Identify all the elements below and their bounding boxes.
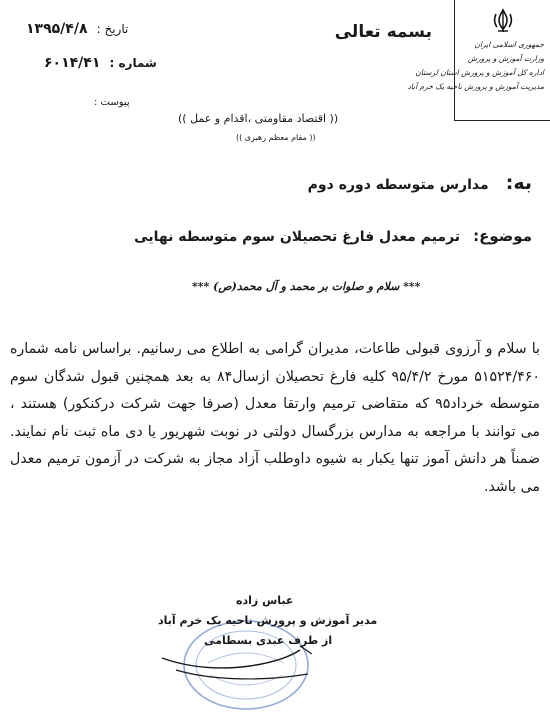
letterhead-emblem-block (407, 0, 550, 121)
subject-value: ترمیم معدل فارغ تحصیلان سوم متوسطه نهایی (134, 229, 461, 245)
subject-label: موضوع: (473, 227, 532, 245)
iran-emblem-icon (491, 8, 515, 34)
letter-body: با سلام و آرزوی قبولی طاعات، مدیران گرامی به اطلاع می رسانیم. براساس نامه شماره ۵۱۵۲۴/۴۶۰ مورخ ۹۵/۴/۲ کلیه فارغ تحصیلان ازسال۸۴ به بعد همچنین قبول شدگان سوم متوسطه خرداد۹۵ که متقاضی ترمیم وارتقا معدل (صرفا جهت شرکت درکنکور) هستند ، می توانند با مراجعه به مدارس بزرگسال دولتی در نوبت شهریور یا دی ماه ثبت نام نمایند. ضمناً هر دانش آموز تنها یکبار به شیوه داوطلب آزاد مجاز به شرکت در آزمون ترمیم معدل می باشد. (10, 341, 541, 495)
motto-text: (( اقتصاد مقاومتی ،اقدام و عمل )) (178, 112, 339, 125)
date-value: ۱۳۹۵/۴/۸ (26, 21, 88, 37)
recipient-line (308, 172, 532, 194)
recipient-value: مدارس متوسطه دوره دوم (307, 177, 489, 193)
number-value: ۶۰۱۴/۴۱ (44, 55, 101, 71)
org-line-2: وزارت آموزش و پرورش (467, 54, 544, 63)
org-line-4: مدیریت آموزش و پرورش ناحیه یک خرم آباد (407, 82, 544, 91)
salutation-line: *** سلام و صلوات بر محمد و آل محمد(ص) *** (192, 280, 421, 293)
subject-line (134, 226, 532, 245)
bismillah-heading: بسمه تعالی (334, 22, 432, 42)
org-line-3: اداره کل آموزش و پرورش استان لرستان (415, 68, 544, 77)
date-label: تاریخ : (96, 22, 129, 36)
number-label: شماره : (109, 56, 157, 70)
number-row (44, 52, 157, 71)
attachment-row (94, 90, 130, 109)
org-line-1: جمهوری اسلامی ایران (474, 40, 544, 49)
date-row (26, 18, 128, 37)
signatory-name: عباس زاده (236, 594, 294, 607)
attachment-label: پیوست : (94, 97, 130, 108)
handwritten-signature-icon (150, 640, 320, 690)
signatory-title: مدیر آموزش و پرورش ناحیه یک خرم آباد (158, 614, 378, 627)
motto-source: (( مقام معظم رهبری )) (236, 133, 316, 142)
on-behalf-line: از طرف عبدی بسطامی (204, 634, 333, 647)
recipient-label: به: (505, 172, 532, 194)
